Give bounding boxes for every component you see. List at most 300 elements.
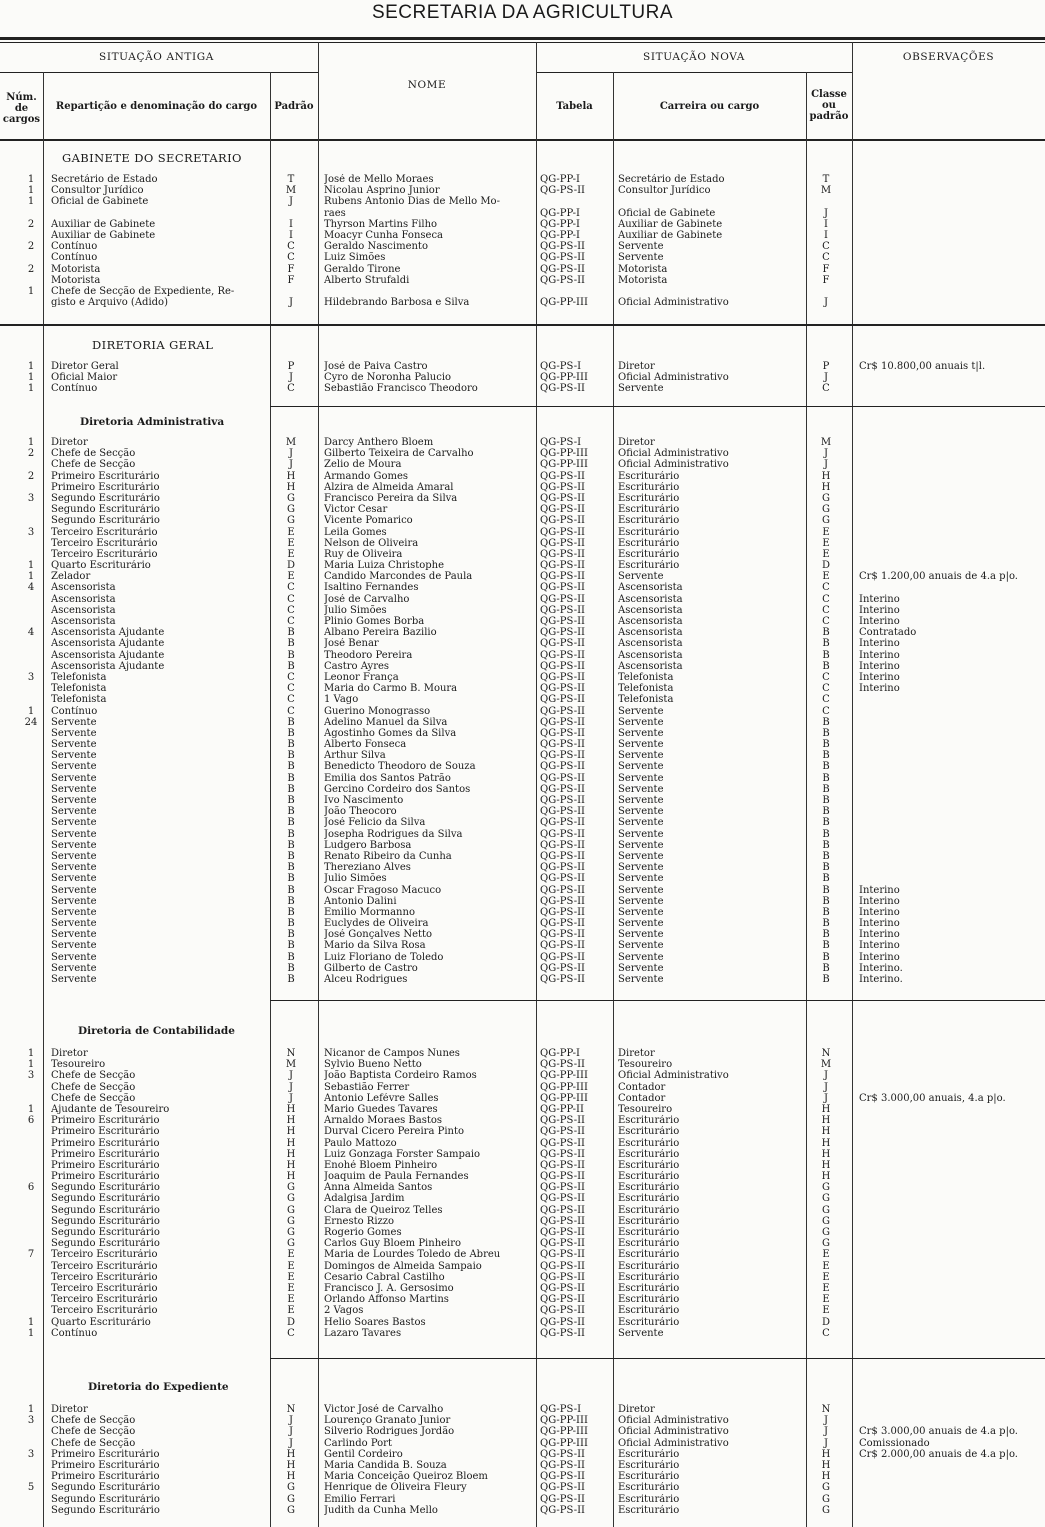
row-cargo-antigo: Servente: [51, 929, 97, 941]
row-carreira: Escriturário: [618, 526, 680, 538]
header-situacao-antiga: SITUAÇÃO ANTIGA: [99, 51, 214, 63]
row-padrao: H: [286, 1115, 296, 1127]
row-classe: G: [822, 1493, 830, 1505]
row-num-cargos: 1: [27, 1327, 35, 1339]
row-classe: E: [822, 1271, 830, 1283]
row-classe: G: [822, 504, 830, 516]
row-classe: B: [822, 806, 830, 818]
row-padrao: B: [287, 873, 295, 885]
row-cargo-antigo: Servente: [51, 884, 97, 896]
row-nome: Alceu Rodrigues: [324, 974, 408, 985]
row-tabela: QG-PS-II: [540, 1459, 585, 1471]
row-tabela: QG-PS-II: [540, 1148, 585, 1160]
row-padrao: B: [287, 918, 295, 930]
row-nome: Nelson de Oliveira: [324, 537, 419, 549]
row-classe: C: [822, 671, 830, 683]
row-carreira: Servente: [618, 241, 664, 253]
row-classe: B: [822, 783, 830, 795]
row-padrao: G: [287, 492, 295, 504]
row-padrao: C: [287, 705, 295, 717]
row-carreira: Ascensorista: [618, 593, 683, 605]
row-padrao: B: [287, 817, 295, 829]
row-cargo-antigo: Servente: [51, 918, 97, 930]
row-tabela: QG-PS-II: [540, 1294, 585, 1306]
row-observacao: Cr$ 10.800,00 anuais t|l.: [859, 361, 986, 372]
row-observacao: Interino: [859, 660, 900, 672]
row-cargo-antigo: Ascensorista: [51, 604, 116, 616]
row-classe: H: [821, 1448, 831, 1460]
table-row: [0, 1505, 1045, 1516]
row-classe: B: [822, 839, 830, 851]
row-cargo-antigo: Chefe de Secção: [51, 1092, 136, 1104]
row-cargo-antigo: Auxiliar de Gabinete: [51, 229, 156, 241]
row-cargo-antigo: Servente: [51, 951, 97, 963]
row-nome: Judith da Cunha Mello: [324, 1504, 438, 1516]
row-tabela: QG-PS-II: [540, 638, 585, 650]
table-row: [0, 627, 1045, 638]
row-classe: E: [822, 1260, 830, 1272]
row-num-cargos: 3: [27, 492, 35, 504]
row-carreira: Escriturário: [618, 537, 680, 549]
row-tabela: QG-PS-II: [540, 470, 585, 482]
row-padrao: C: [287, 671, 295, 683]
table-row: [0, 761, 1045, 772]
row-padrao: J: [288, 448, 293, 460]
table-row: [0, 361, 1045, 372]
row-observacao: Contratado: [859, 627, 917, 639]
row-padrao: B: [287, 895, 295, 907]
row-carreira: Servente: [618, 705, 664, 717]
row-tabela: QG-PP-III: [540, 1437, 588, 1449]
row-padrao: C: [287, 694, 295, 706]
row-carreira: Escriturário: [618, 1493, 680, 1505]
row-num-cargos: 2: [27, 241, 35, 253]
row-tabela: QG-PP-I: [540, 174, 580, 185]
row-classe: J: [823, 448, 828, 460]
row-tabela: QG-PS-II: [540, 761, 585, 773]
row-nome: Emilio Ferrari: [324, 1493, 396, 1505]
header-top-rule: [0, 37, 1045, 40]
row-tabela: QG-PP-III: [540, 1415, 588, 1427]
row-cargo-antigo: Servente: [51, 906, 97, 918]
row-classe: E: [822, 571, 830, 583]
row-tabela: QG-PP-III: [540, 1426, 588, 1438]
table-row: [0, 918, 1045, 929]
row-nome: Alberto Fonseca: [324, 739, 407, 751]
row-num-cargos: 1: [27, 560, 35, 572]
header-classe: [806, 89, 852, 122]
row-num-cargos: 3: [27, 1070, 35, 1082]
row-classe: C: [822, 593, 830, 605]
row-padrao: E: [287, 1294, 295, 1306]
row-nome: Gilberto de Castro: [324, 962, 418, 974]
row-nome: Orlando Affonso Martins: [324, 1294, 449, 1306]
table-row: [0, 504, 1045, 515]
row-padrao: G: [287, 504, 295, 516]
row-nome: Arnaldo Moraes Bastos: [324, 1115, 443, 1127]
row-padrao: J: [288, 1426, 293, 1438]
table-row: [0, 672, 1045, 683]
table-row: [0, 1404, 1045, 1415]
table-row: [0, 907, 1045, 918]
row-carreira: Escriturário: [618, 1282, 680, 1294]
row-padrao: J: [288, 297, 293, 309]
row-tabela: QG-PS-II: [540, 873, 585, 885]
row-classe: J: [823, 1070, 828, 1082]
row-carreira: Servente: [618, 828, 664, 840]
table-row: [0, 1494, 1045, 1505]
row-carreira: Ascensorista: [618, 638, 683, 650]
row-cargo-antigo: Chefe de Secção: [51, 459, 136, 471]
row-padrao: J: [288, 1070, 293, 1082]
row-nome: 1 Vago: [324, 694, 359, 706]
row-cargo-antigo: Servente: [51, 761, 97, 773]
row-num-cargos: 1: [27, 372, 35, 384]
row-cargo-antigo: Servente: [51, 716, 97, 728]
table-row: [0, 515, 1045, 526]
row-carreira: Servente: [618, 571, 664, 583]
header-bottom-rule: [0, 139, 1045, 141]
row-observacao: Interino: [859, 918, 900, 930]
row-cargo-antigo: Servente: [51, 828, 97, 840]
row-padrao: B: [287, 795, 295, 806]
row-carreira: Escriturário: [618, 1249, 680, 1261]
rows-expediente: [0, 1404, 1045, 1516]
table-row: [0, 661, 1045, 672]
row-carreira: Diretor: [618, 1048, 655, 1059]
row-nome: Francisco Pereira da Silva: [324, 492, 458, 504]
table-row: [0, 1294, 1045, 1305]
row-padrao: F: [287, 274, 295, 286]
rows-administrativa: [0, 437, 1045, 985]
row-classe: C: [822, 694, 830, 706]
row-carreira: Oficial Administrativo: [618, 1437, 729, 1449]
table-row: [0, 471, 1045, 482]
row-classe: H: [821, 1103, 831, 1115]
row-nome: Victor José de Carvalho: [324, 1404, 444, 1415]
row-tabela: QG-PS-II: [540, 828, 585, 840]
row-tabela: QG-PS-II: [540, 1249, 585, 1261]
row-cargo-antigo: Servente: [51, 962, 97, 974]
row-nome: João Theocoro: [324, 806, 397, 818]
row-nome: Sebastião Francisco Theodoro: [324, 383, 478, 395]
row-tabela: QG-PP-III: [540, 448, 588, 460]
row-cargo-antigo: Servente: [51, 895, 97, 907]
row-carreira: Servente: [618, 951, 664, 963]
row-cargo-antigo: Ascensorista: [51, 616, 116, 627]
row-observacao: Interino: [859, 616, 900, 627]
page-title: SECRETARIA DA AGRICULTURA: [371, 2, 674, 23]
row-tabela: QG-PS-II: [540, 1204, 585, 1216]
row-num-cargos: 6: [27, 1182, 35, 1194]
row-classe: E: [822, 526, 830, 538]
row-tabela: QG-PS-II: [540, 750, 585, 762]
row-cargo-antigo: Servente: [51, 783, 97, 795]
row-padrao: B: [287, 839, 295, 851]
row-padrao: I: [289, 218, 293, 230]
row-classe: B: [822, 862, 830, 874]
row-padrao: G: [287, 1204, 295, 1216]
row-padrao: B: [287, 649, 295, 661]
row-padrao: H: [286, 1137, 296, 1149]
row-cargo-antigo: Ascensorista Ajudante: [51, 638, 165, 650]
row-tabela: QG-PP-III: [540, 297, 588, 309]
row-padrao: B: [287, 862, 295, 874]
table-row: [0, 963, 1045, 974]
row-tabela: QG-PS-II: [540, 1215, 585, 1227]
row-padrao: B: [287, 638, 295, 650]
row-padrao: B: [287, 884, 295, 896]
row-tabela: QG-PS-II: [540, 1115, 585, 1127]
row-cargo-antigo: Servente: [51, 974, 97, 985]
row-tabela: QG-PS-II: [540, 683, 585, 695]
row-carreira: Servente: [618, 252, 664, 264]
row-cargo-antigo: Segundo Escriturário: [51, 1238, 160, 1250]
row-cargo-antigo: Servente: [51, 940, 97, 952]
row-nome: Julio Simões: [324, 873, 387, 885]
row-classe: B: [822, 884, 830, 896]
row-carreira: Oficial Administrativo: [618, 1070, 729, 1082]
table-row: [0, 806, 1045, 817]
row-cargo-antigo: Segundo Escriturário: [51, 1182, 160, 1194]
row-tabela: QG-PS-II: [540, 1059, 585, 1071]
row-padrao: G: [287, 1482, 295, 1494]
table-row: [0, 650, 1045, 661]
row-cargo-antigo: Servente: [51, 772, 97, 784]
row-observacao: Interino: [859, 671, 900, 683]
row-nome: Thereziano Alves: [324, 862, 411, 874]
row-cargo-antigo: Segundo Escriturário: [51, 492, 160, 504]
table-row: [0, 275, 1045, 286]
header-num-line2: de: [14, 103, 29, 114]
row-padrao: B: [287, 850, 295, 862]
table-row: [0, 493, 1045, 504]
row-padrao: B: [287, 627, 295, 639]
row-tabela: QG-PS-II: [540, 274, 585, 286]
row-cargo-antigo: Ascensorista Ajudante: [51, 660, 165, 672]
row-tabela: QG-PP-III: [540, 1081, 588, 1093]
row-carreira: Servente: [618, 962, 664, 974]
row-nome: Luiz Gonzaga Forster Sampaio: [324, 1148, 481, 1160]
row-carreira: Servente: [618, 929, 664, 941]
row-classe: N: [821, 1404, 831, 1415]
row-tabela: QG-PP-I: [540, 218, 580, 230]
table-row: [0, 448, 1045, 459]
row-padrao: C: [287, 683, 295, 695]
row-nome: Maria Conceição Queiroz Bloem: [324, 1471, 488, 1483]
row-padrao: F: [287, 263, 295, 275]
rows-diretoria-geral: [0, 361, 1045, 395]
table-row: [0, 1160, 1045, 1171]
table-row: [0, 638, 1045, 649]
row-classe: M: [820, 185, 832, 197]
row-nome: Ludgero Barbosa: [324, 839, 412, 851]
table-row: [0, 219, 1045, 230]
row-classe: B: [822, 817, 830, 829]
row-classe: E: [822, 537, 830, 549]
row-carreira: Servente: [618, 806, 664, 818]
row-carreira: Diretor: [618, 361, 655, 372]
row-cargo-antigo: Segundo Escriturário: [51, 515, 160, 527]
row-tabela: QG-PS-II: [540, 974, 585, 985]
row-padrao: I: [289, 229, 293, 241]
row-cargo-antigo: Consultor Jurídico: [51, 185, 144, 197]
row-tabela: QG-PP-III: [540, 459, 588, 471]
row-cargo-antigo: Primeiro Escriturário: [51, 1148, 160, 1160]
row-nome: Francisco J. A. Gersosimo: [324, 1282, 454, 1294]
table-row: [0, 297, 1045, 308]
table-row: [0, 1082, 1045, 1093]
row-nome: Alzira de Almeida Amaral: [324, 481, 454, 493]
row-padrao: G: [287, 1493, 295, 1505]
row-nome: Gilberto Teixeira de Carvalho: [324, 448, 474, 460]
row-padrao: H: [286, 1171, 296, 1183]
row-carreira: Consultor Jurídico: [618, 185, 711, 197]
row-nome: José Gonçalves Netto: [324, 929, 433, 941]
row-classe: E: [822, 548, 830, 560]
row-classe: G: [822, 1204, 830, 1216]
row-carreira: Telefonista: [618, 694, 674, 706]
row-classe: B: [822, 772, 830, 784]
row-classe: H: [821, 1159, 831, 1171]
row-classe: B: [822, 727, 830, 739]
row-num-cargos: 1: [27, 185, 35, 197]
row-nome: Moacyr Cunha Fonseca: [324, 229, 444, 241]
row-tabela: QG-PS-I: [540, 1404, 582, 1415]
row-tabela: QG-PS-II: [540, 492, 585, 504]
row-cargo-antigo: Terceiro Escriturário: [51, 1282, 158, 1294]
rows-gabinete: [0, 174, 1045, 308]
row-cargo-antigo: Segundo Escriturário: [51, 1504, 160, 1516]
row-carreira: Tesoureiro: [618, 1103, 673, 1115]
row-classe: C: [822, 1327, 830, 1339]
row-padrao: G: [287, 1182, 295, 1194]
row-carreira: Escriturário: [618, 1159, 680, 1171]
row-nome: Thyrson Martins Filho: [324, 218, 438, 230]
row-tabela: QG-PS-II: [540, 1227, 585, 1238]
row-carreira: Escriturário: [618, 1215, 680, 1227]
row-nome: Helio Soares Bastos: [324, 1316, 426, 1328]
row-classe: J: [823, 1081, 828, 1093]
row-observacao: Cr$ 1.200,00 anuais de 4.a p|o.: [859, 571, 1018, 583]
row-nome: Lazaro Tavares: [324, 1327, 402, 1339]
row-carreira: Escriturário: [618, 504, 680, 516]
row-carreira: Contador: [618, 1081, 666, 1093]
row-carreira: Escriturário: [618, 560, 680, 572]
row-carreira: Tesoureiro: [618, 1059, 673, 1071]
row-nome: Antonio Dalini: [324, 895, 397, 907]
row-tabela: QG-PS-II: [540, 1260, 585, 1272]
row-padrao: B: [287, 974, 295, 985]
row-cargo-antigo: Contínuo: [51, 705, 98, 717]
table-row: [0, 795, 1045, 806]
row-observacao: Interino.: [859, 962, 903, 974]
table-row: [0, 1305, 1045, 1316]
table-row: [0, 185, 1045, 196]
row-classe: E: [822, 1294, 830, 1306]
row-carreira: Auxiliar de Gabinete: [618, 229, 723, 241]
row-cargo-antigo: Motorista: [51, 274, 101, 286]
row-nome: Leila Gomes: [324, 526, 387, 538]
row-nome: 2 Vagos: [324, 1305, 364, 1317]
row-classe: B: [822, 906, 830, 918]
row-classe: B: [822, 918, 830, 930]
row-classe: C: [822, 604, 830, 616]
row-carreira: Servente: [618, 750, 664, 762]
row-cargo-antigo: Terceiro Escriturário: [51, 1305, 158, 1317]
row-padrao: N: [286, 1404, 296, 1415]
row-carreira: Servente: [618, 383, 664, 395]
row-padrao: E: [287, 1305, 295, 1317]
row-padrao: C: [287, 241, 295, 253]
row-cargo-antigo: Terceiro Escriturário: [51, 1271, 158, 1283]
row-cargo-antigo: Chefe de Secção: [51, 1426, 136, 1438]
row-classe: C: [822, 241, 830, 253]
table-row: [0, 437, 1045, 448]
row-nome: Darcy Anthero Bloem: [324, 437, 434, 448]
row-observacao: Interino: [859, 649, 900, 661]
table-row: [0, 286, 1045, 297]
row-cargo-antigo: Primeiro Escriturário: [51, 1471, 160, 1483]
header-situacao-nova: SITUAÇÃO NOVA: [643, 51, 745, 63]
row-padrao: E: [287, 1260, 295, 1272]
row-padrao: G: [287, 515, 295, 527]
row-observacao: Cr$ 2.000,00 anuais de 4.a p|o.: [859, 1448, 1018, 1460]
row-padrao: H: [286, 1126, 296, 1138]
header-tabela: Tabela: [556, 101, 593, 112]
row-nome: Guerino Monograsso: [324, 705, 431, 717]
row-classe: H: [821, 1137, 831, 1149]
row-tabela: QG-PS-II: [540, 727, 585, 739]
row-observacao: Cr$ 3.000,00 anuais, 4.a p|o.: [859, 1092, 1006, 1104]
row-tabela: QG-PS-II: [540, 593, 585, 605]
table-row: [0, 952, 1045, 963]
table-row: [0, 929, 1045, 940]
row-padrao: E: [287, 548, 295, 560]
row-num-cargos: 3: [27, 1448, 35, 1460]
row-nome: Josepha Rodrigues da Silva: [324, 828, 463, 840]
row-nome: Alberto Strufaldi: [324, 274, 410, 286]
table-row: [0, 683, 1045, 694]
row-padrao: H: [286, 470, 296, 482]
row-carreira: Escriturário: [618, 492, 680, 504]
row-nome: Gercino Cordeiro dos Santos: [324, 783, 471, 795]
table-row: [0, 482, 1045, 493]
row-cargo-antigo: Oficial de Gabinete: [51, 196, 149, 208]
row-nome: Nicolau Asprino Junior: [324, 185, 440, 197]
table-row: [0, 1104, 1045, 1115]
row-observacao: Interino: [859, 604, 900, 616]
row-cargo-antigo: Chefe de Secção de Expediente, Re-: [51, 285, 235, 297]
row-padrao: C: [287, 604, 295, 616]
table-row: [0, 383, 1045, 394]
row-nome: Adalgisa Jardim: [324, 1193, 405, 1205]
row-nome: Sylvio Bueno Netto: [324, 1059, 422, 1071]
row-classe: B: [822, 895, 830, 907]
row-tabela: QG-PS-II: [540, 481, 585, 493]
row-classe: H: [821, 1471, 831, 1483]
row-tabela: QG-PS-II: [540, 1126, 585, 1138]
row-classe: B: [822, 649, 830, 661]
row-cargo-antigo: Segundo Escriturário: [51, 1493, 160, 1505]
row-cargo-antigo: Primeiro Escriturário: [51, 1171, 160, 1183]
row-carreira: Servente: [618, 918, 664, 930]
row-tabela: QG-PS-II: [540, 383, 585, 395]
row-classe: B: [822, 627, 830, 639]
row-classe: T: [822, 174, 830, 185]
row-carreira: Servente: [618, 940, 664, 952]
row-cargo-antigo: Primeiro Escriturário: [51, 1126, 160, 1138]
